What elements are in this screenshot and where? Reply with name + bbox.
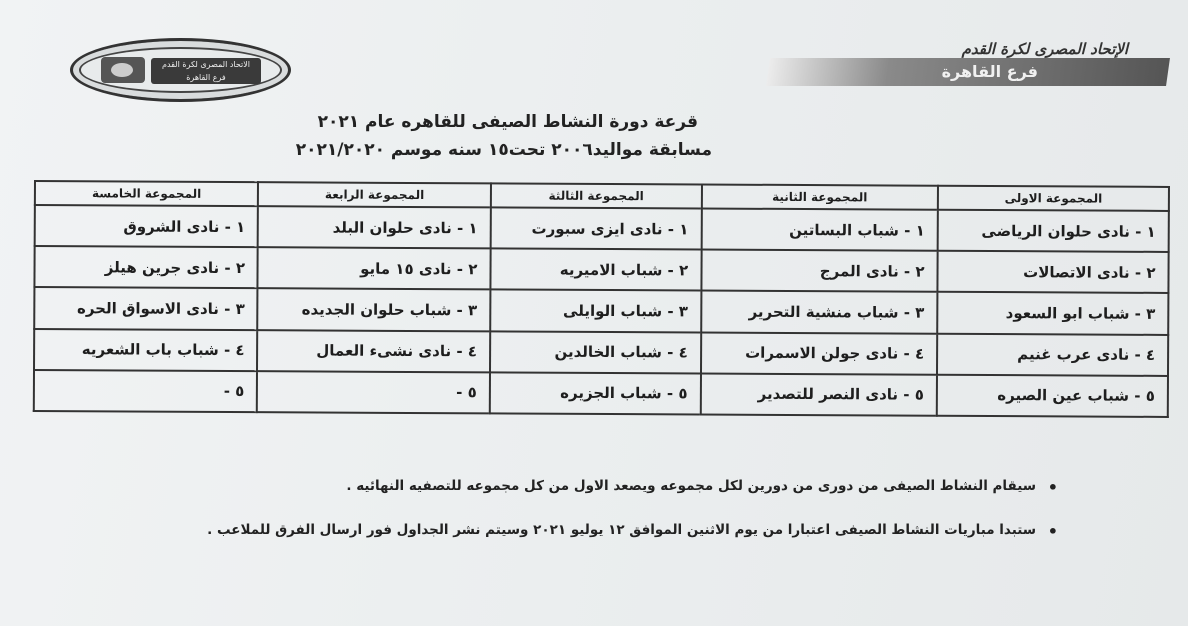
group-header-5: المجموعة الخامسة [35,181,259,206]
letterhead [748,40,1168,90]
team-cell: ٤ - نادى جولن الاسمرات [701,332,938,374]
team-cell: ٢ - شباب الاميريه [490,249,701,291]
branch-name: فرع القاهرة [941,62,1038,81]
org-name: الإتحاد المصرى لكرة القدم [961,40,1128,58]
logo-text-line2: فرع القاهرة [186,73,226,82]
team-cell: ٥ - نادى النصر للتصدير [700,373,937,415]
crest-icon [101,57,145,83]
note-item [158,522,1058,541]
team-cell: ١ - نادى الشروق [35,205,259,247]
team-cell: ٣ - نادى الاسواق الحره [34,287,258,329]
note-text: ستبدا مباريات النشاط الصيفى اعتبارا من يوم الاثنين الموافق ١٢ يوليو ٢٠٢١ وسيتم نشر الجداول فور ارسال الفرق للملاعب . [207,522,1036,538]
team-cell: ٢ - نادى المرج [701,250,938,292]
federation-logo [70,38,291,102]
table-row [34,287,1168,334]
note-item [158,478,1058,497]
team-cell: ٤ - نادى عرب غنيم [937,333,1168,375]
document-title: قرعة دورة النشاط الصيفى للقاهره عام ٢٠٢١ [317,112,698,132]
team-cell: ١ - شباب البساتين [701,208,938,250]
notes-list [158,478,1058,566]
groups-table [33,180,1170,418]
team-cell: ١ - نادى حلوان البلد [258,206,491,248]
team-cell: ٥ - شباب الجزيره [490,372,701,414]
logo-text-line1: الاتحاد المصرى لكرة القدم [161,60,251,69]
table-row [34,246,1168,293]
group-header-4: المجموعة الرابعة [258,182,491,207]
team-cell: ٤ - شباب باب الشعريه [34,329,258,371]
team-cell: ٤ - شباب الخالدين [490,331,701,373]
team-cell: ١ - نادى حلوان الرياضى [938,210,1169,252]
table-row [34,370,1168,417]
team-cell: ٣ - شباب حلوان الجديده [258,289,491,331]
table-row [34,329,1168,376]
team-cell: ٤ - نادى نشىء العمال [257,330,490,372]
team-cell: ٢ - نادى الاتصالات [937,251,1168,293]
team-cell: ٢ - نادى ١٥ مايو [258,247,491,289]
team-cell: ٣ - شباب منشية التحرير [701,291,938,333]
team-cell: ٥ - شباب عين الصيره [937,374,1168,416]
team-cell: ٣ - شباب الوايلى [490,290,701,332]
team-cell: ٢ - نادى جرين هيلز [34,246,258,288]
team-cell: ٥ - [257,371,490,413]
document-subtitle: مسابقة مواليد٢٠٠٦ تحت١٥ سنه موسم ٢٠٢١/٢٠٢٠ [295,140,712,160]
team-cell: ١ - نادى ايزى سبورت [491,207,702,249]
bullet-icon: • [1047,478,1058,497]
logo-text-box [151,58,261,84]
table-row [35,205,1169,252]
group-header-3: المجموعة الثالثة [491,183,702,208]
team-cell: ٥ - [34,370,258,412]
group-header-2: المجموعة الثانية [702,184,938,209]
team-cell: ٣ - شباب ابو السعود [937,292,1168,334]
group-header-1: المجموعة الاولى [938,186,1169,211]
note-text: سيقام النشاط الصيفى من دورى من دورين لكل مجموعه ويصعد الاول من كل مجموعه للتصفيه النهائيه . [346,478,1036,494]
bullet-icon: • [1047,522,1058,541]
